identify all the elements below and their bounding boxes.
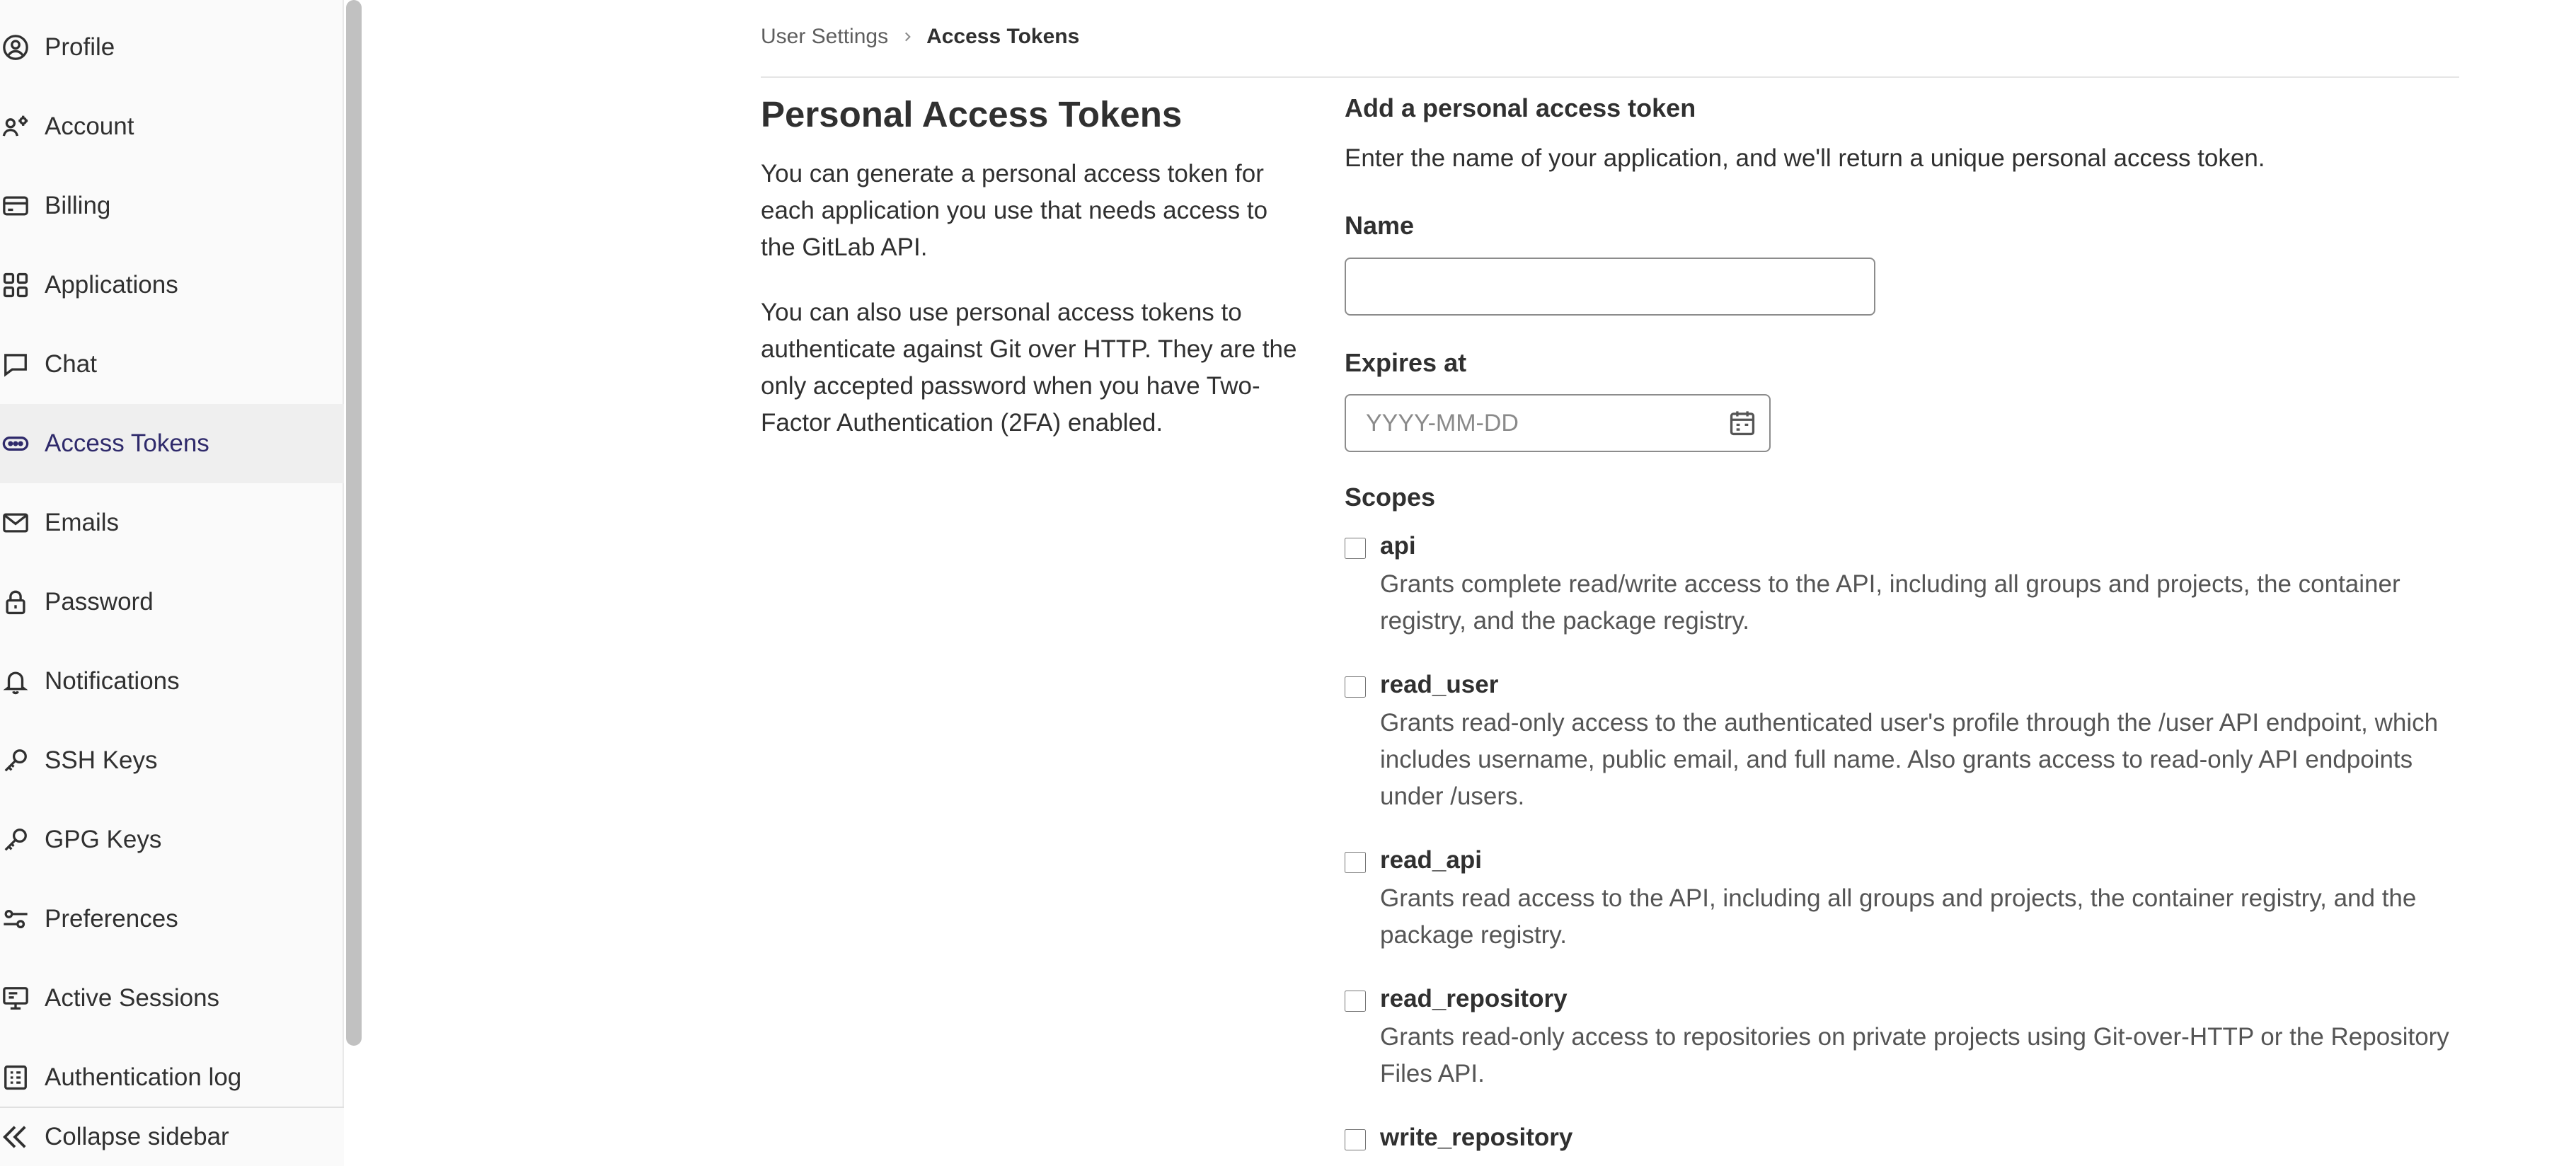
account-icon [1,112,30,141]
log-icon [1,1063,30,1092]
sidebar-item-account[interactable] [0,87,344,166]
scope-read-api-checkbox[interactable] [1345,852,1366,873]
scope-name[interactable]: api [1380,532,1416,560]
monitor-icon [1,984,30,1012]
scope-name[interactable]: write_repository [1380,1124,1573,1151]
key-icon [1,746,30,775]
header-divider [761,76,2459,78]
token-icon [1,429,30,458]
scope-description: Grants read access to the API, including all groups and projects, the container registry, and the package registry. [1380,884,2417,949]
name-label: Name [1345,211,1415,240]
billing-icon [1,192,30,220]
applications-icon [1,271,30,299]
scope-write-repository-checkbox[interactable] [1345,1129,1366,1150]
scope-name[interactable]: read_api [1380,846,1482,874]
sidebar-item-label: SSH Keys [45,746,158,774]
sidebar-item-chat[interactable] [0,325,344,404]
chevron-right-icon [901,30,914,43]
lock-icon [1,588,30,616]
chevron-double-left-icon [1,1123,30,1151]
scope-read-repository-checkbox[interactable] [1345,991,1366,1012]
breadcrumb [761,23,1079,51]
scope-api-checkbox[interactable] [1345,538,1366,559]
sidebar-item-preferences[interactable] [0,879,344,959]
expires-at-field [1345,394,1771,452]
sidebar-item-emails[interactable] [0,483,344,562]
sidebar-item-label: Authentication log [45,1063,242,1091]
collapse-sidebar-button[interactable] [0,1107,344,1166]
profile-icon [1,33,30,62]
sidebar-item-label: Notifications [45,667,180,695]
sidebar-item-label: Preferences [45,905,178,933]
scope-description: Grants read-only access to repositories on private projects using Git-over-HTTP or the Repository Files API. [1380,1023,2449,1087]
sidebar-item-label: Billing [45,192,111,219]
sidebar-item-ssh-keys[interactable] [0,721,344,800]
form-heading: Add a personal access token [1345,93,1696,122]
scope-name[interactable]: read_user [1380,671,1499,698]
sidebar-item-label: Active Sessions [45,984,220,1012]
email-icon [1,509,30,537]
collapse-sidebar-label: Collapse sidebar [45,1123,229,1150]
sidebar-item-billing[interactable] [0,166,344,246]
scope-description: Grants read-only access to the authenticated user's profile through the /user API endpoint, which includes username, public email, and full name. Also grants access to read-only API endpoints under /users. [1380,709,2439,810]
sidebar-item-label: Account [45,112,134,140]
token-name-input[interactable] [1345,258,1875,316]
bell-icon [1,667,30,695]
sidebar-item-gpg-keys[interactable] [0,800,344,879]
sidebar-item-label: Chat [45,350,97,378]
preferences-icon [1,905,30,933]
intro-paragraph: You can also use personal access tokens to authenticate against Git over HTTP. They are the only accepted password when you have Two-Factor Authentication (2FA) enabled. [761,299,1297,437]
scopes-label: Scopes [1345,483,1436,512]
scope-description: Grants complete read/write access to the API, including all groups and projects, the container registry, and the package registry. [1380,570,2400,635]
page-title: Personal Access Tokens [761,94,1183,134]
sidebar-item-label: GPG Keys [45,826,162,853]
expires-at-input[interactable] [1346,396,1714,451]
sidebar-item-password[interactable] [0,562,344,642]
scope-name[interactable]: read_repository [1380,985,1568,1012]
sidebar-item-applications[interactable] [0,246,344,325]
expires-at-label: Expires at [1345,348,1467,377]
key-icon [1,826,30,854]
breadcrumb-user-settings-link[interactable]: User Settings [761,25,889,48]
calendar-icon[interactable] [1728,409,1756,437]
intro-paragraph: You can generate a personal access token for each application you use that needs access to the GitLab API. [761,160,1268,261]
sidebar-item-label: Applications [45,271,178,299]
sidebar-item-access-tokens[interactable] [0,404,344,483]
sidebar-item-authentication-log[interactable] [0,1038,344,1117]
breadcrumb-current[interactable]: Access Tokens [926,25,1080,48]
sidebar-item-label: Access Tokens [45,429,209,457]
sidebar-scrollbar[interactable] [346,0,362,1046]
sidebar-item-label: Password [45,588,154,616]
form-description: Enter the name of your application, and we'll return a unique personal access token. [1345,144,2265,172]
settings-sidebar [0,0,344,1166]
sidebar-item-active-sessions[interactable] [0,959,344,1038]
sidebar-item-notifications[interactable] [0,642,344,721]
sidebar-item-label: Emails [45,509,120,536]
sidebar-item-profile[interactable] [0,8,344,87]
sidebar-item-label: Profile [45,33,115,61]
chat-icon [1,350,30,379]
scope-read-user-checkbox[interactable] [1345,676,1366,698]
